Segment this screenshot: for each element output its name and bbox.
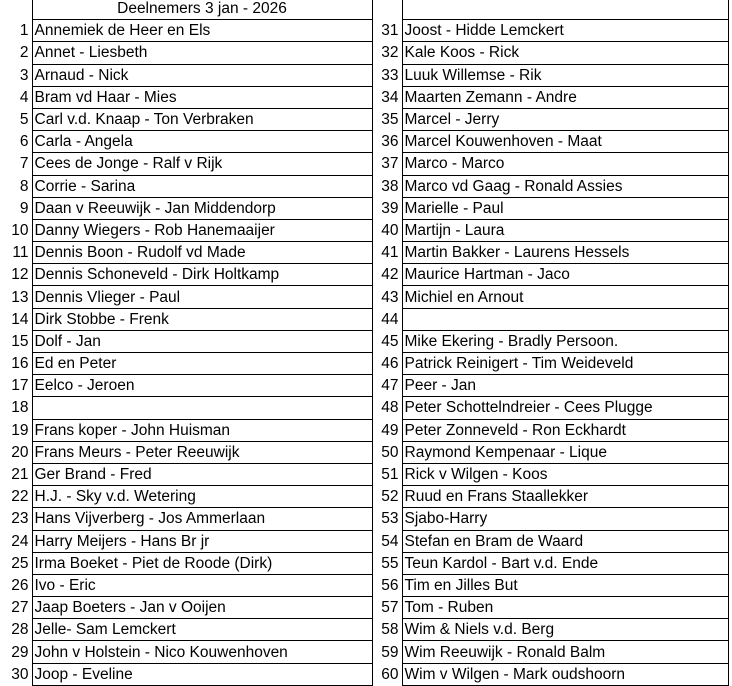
participant-number: 19	[11, 421, 29, 439]
table-row	[4, 486, 728, 508]
participant-number: 54	[381, 532, 399, 550]
table-row	[4, 530, 728, 552]
participant-name: Maarten Zemann - Andre	[402, 86, 728, 108]
participant-name: Dirk Stobbe - Frenk	[32, 308, 372, 330]
table-row	[4, 20, 728, 42]
table-row	[4, 308, 728, 330]
participant-number: 56	[381, 576, 399, 594]
participant-number: 17	[11, 377, 29, 395]
participants-table-body	[4, 0, 728, 685]
participant-name: John v Holstein - Nico Kouwenhoven	[32, 641, 372, 663]
participant-number: 42	[381, 266, 399, 284]
participant-name: Frans Meurs - Peter Reeuwijk	[32, 441, 372, 463]
participant-name: Marcel - Jerry	[402, 108, 728, 130]
participant-name: Stefan en Bram de Waard	[402, 530, 728, 552]
participant-number: 13	[11, 288, 29, 306]
participant-name: Joop - Eveline	[32, 663, 372, 685]
table-row	[4, 330, 728, 352]
participant-name: Sjabo-Harry	[402, 508, 728, 530]
table-row	[4, 508, 728, 530]
table-row	[4, 353, 728, 375]
participant-number: 49	[381, 421, 399, 439]
participant-number: 41	[381, 244, 399, 262]
participant-number: 22	[11, 488, 29, 506]
participant-number: 55	[381, 554, 399, 572]
participant-name: Luuk Willemse - Rik	[402, 64, 728, 86]
participant-number: 6	[19, 133, 29, 151]
participant-name: Maurice Hartman - Jaco	[402, 264, 728, 286]
table-row	[4, 264, 728, 286]
participant-number: 48	[381, 399, 399, 417]
table-row	[4, 552, 728, 574]
participant-number: 34	[381, 88, 399, 106]
table-row	[4, 663, 728, 685]
participant-number: 25	[11, 554, 29, 572]
participant-number: 14	[11, 310, 29, 328]
participant-number: 57	[381, 599, 399, 617]
participant-number: 20	[11, 443, 29, 461]
participant-name: Teun Kardol - Bart v.d. Ende	[402, 552, 728, 574]
header-spacer-right	[372, 0, 402, 20]
participant-name: Patrick Reinigert - Tim Weideveld	[402, 353, 728, 375]
participant-number: 18	[11, 399, 29, 417]
participant-number: 50	[381, 443, 399, 461]
participant-number: 44	[381, 310, 399, 328]
participant-number: 5	[19, 111, 29, 129]
table-row	[4, 574, 728, 596]
participant-name: Danny Wiegers - Rob Hanemaaijer	[32, 219, 372, 241]
participant-number: 59	[381, 643, 399, 661]
sheet-title: Deelnemers 3 jan - 2026	[32, 0, 372, 20]
participant-number: 24	[11, 532, 29, 550]
participant-name: Dennis Vlieger - Paul	[32, 286, 372, 308]
participant-name: Ruud en Frans Staallekker	[402, 486, 728, 508]
participant-name: Peer - Jan	[402, 375, 728, 397]
participant-name: Corrie - Sarina	[32, 175, 372, 197]
participant-name: Daan v Reeuwijk - Jan Middendorp	[32, 197, 372, 219]
participant-number: 1	[19, 22, 29, 40]
participant-name: Kale Koos - Rick	[402, 42, 728, 64]
participant-number: 29	[11, 643, 29, 661]
participant-name: Joost - Hidde Lemckert	[402, 20, 728, 42]
participant-number: 21	[11, 466, 29, 484]
table-row	[4, 619, 728, 641]
participant-number: 7	[19, 155, 29, 173]
participant-number: 36	[381, 133, 399, 151]
participant-name: Ger Brand - Fred	[32, 463, 372, 485]
table-row	[4, 463, 728, 485]
participant-name: Annemiek de Heer en Els	[32, 20, 372, 42]
participant-name: Ivo - Eric	[32, 574, 372, 596]
participant-name: Carl v.d. Knaap - Ton Verbraken	[32, 108, 372, 130]
table-row	[4, 64, 728, 86]
participants-table	[4, 0, 729, 686]
participant-number: 16	[11, 355, 29, 373]
participant-name: Wim & Niels v.d. Berg	[402, 619, 728, 641]
participant-number: 31	[381, 22, 399, 40]
table-row	[4, 153, 728, 175]
participant-name: Irma Boeket - Piet de Roode (Dirk)	[32, 552, 372, 574]
participant-number: 47	[381, 377, 399, 395]
participant-name: Martijn - Laura	[402, 219, 728, 241]
participant-name: Marco - Marco	[402, 153, 728, 175]
participant-name: Bram vd Haar - Mies	[32, 86, 372, 108]
table-row	[4, 242, 728, 264]
participant-name: Carla - Angela	[32, 131, 372, 153]
participant-name: Eelco - Jeroen	[32, 375, 372, 397]
participant-name: Frans koper - John Huisman	[32, 419, 372, 441]
participant-name: Rick v Wilgen - Koos	[402, 463, 728, 485]
participant-name: Peter Schottelndreier - Cees Plugge	[402, 397, 728, 419]
table-row	[4, 131, 728, 153]
participant-name: Harry Meijers - Hans Br jr	[32, 530, 372, 552]
participant-number: 9	[19, 199, 29, 217]
participant-name: Raymond Kempenaar - Lique	[402, 441, 728, 463]
table-row	[4, 597, 728, 619]
participant-name: Martin Bakker - Laurens Hessels	[402, 242, 728, 264]
participant-name: Marco vd Gaag - Ronald Assies	[402, 175, 728, 197]
table-row	[4, 641, 728, 663]
participant-number: 46	[381, 355, 399, 373]
participant-number: 15	[11, 332, 29, 350]
participant-number: 4	[19, 88, 29, 106]
participant-name: Mike Ekering - Bradly Persoon.	[402, 330, 728, 352]
participant-name: Tom - Ruben	[402, 597, 728, 619]
table-row	[4, 197, 728, 219]
participant-name: Annet - Liesbeth	[32, 42, 372, 64]
participant-number: 8	[19, 177, 29, 195]
participant-name: Peter Zonneveld - Ron Eckhardt	[402, 419, 728, 441]
participant-name: Jelle- Sam Lemckert	[32, 619, 372, 641]
participant-number: 3	[19, 66, 29, 84]
participant-number: 45	[381, 332, 399, 350]
table-row	[4, 441, 728, 463]
participant-number: 43	[381, 288, 399, 306]
participant-number: 11	[12, 244, 29, 262]
participant-number: 10	[11, 221, 29, 239]
participant-name: Cees de Jonge - Ralf v Rijk	[32, 153, 372, 175]
table-row	[4, 175, 728, 197]
participant-name: Jaap Boeters - Jan v Ooijen	[32, 597, 372, 619]
table-row	[4, 286, 728, 308]
participant-name: Dolf - Jan	[32, 330, 372, 352]
table-row	[4, 108, 728, 130]
participant-number: 2	[19, 44, 29, 62]
participant-number: 40	[381, 221, 399, 239]
participant-name: Hans Vijverberg - Jos Ammerlaan	[32, 508, 372, 530]
participant-number: 27	[11, 599, 29, 617]
table-row	[4, 375, 728, 397]
participant-name	[32, 397, 372, 419]
participant-number: 23	[11, 510, 29, 528]
participant-number: 52	[381, 488, 399, 506]
participant-number: 35	[381, 111, 399, 129]
participant-number: 33	[381, 66, 399, 84]
participant-name: Wim v Wilgen - Mark oudshoorn	[402, 663, 728, 685]
participant-number: 26	[11, 576, 29, 594]
participant-number: 37	[381, 155, 399, 173]
participant-number: 39	[381, 199, 399, 217]
participant-name: Wim Reeuwijk - Ronald Balm	[402, 641, 728, 663]
header-spacer	[4, 0, 32, 20]
participant-number: 51	[381, 466, 399, 484]
participant-number: 38	[381, 177, 399, 195]
participant-name	[402, 308, 728, 330]
participant-name: Michiel en Arnout	[402, 286, 728, 308]
participant-number: 60	[381, 665, 399, 683]
participant-name: Marielle - Paul	[402, 197, 728, 219]
participant-number: 28	[11, 621, 29, 639]
participant-name: Arnaud - Nick	[32, 64, 372, 86]
table-row	[4, 419, 728, 441]
table-row	[4, 219, 728, 241]
participant-number: 53	[381, 510, 399, 528]
participant-number: 58	[381, 621, 399, 639]
participant-number: 30	[11, 665, 29, 683]
table-row	[4, 86, 728, 108]
participant-name: Dennis Boon - Rudolf vd Made	[32, 242, 372, 264]
participant-name: Ed en Peter	[32, 353, 372, 375]
participant-name: Marcel Kouwenhoven - Maat	[402, 131, 728, 153]
participant-number: 12	[11, 266, 29, 284]
header-row	[4, 0, 728, 20]
table-row	[4, 42, 728, 64]
header-empty-cell	[402, 0, 728, 20]
participant-name: Tim en Jilles But	[402, 574, 728, 596]
table-row	[4, 397, 728, 419]
participant-name: H.J. - Sky v.d. Wetering	[32, 486, 372, 508]
participant-number: 32	[381, 44, 399, 62]
participant-name: Dennis Schoneveld - Dirk Holtkamp	[32, 264, 372, 286]
